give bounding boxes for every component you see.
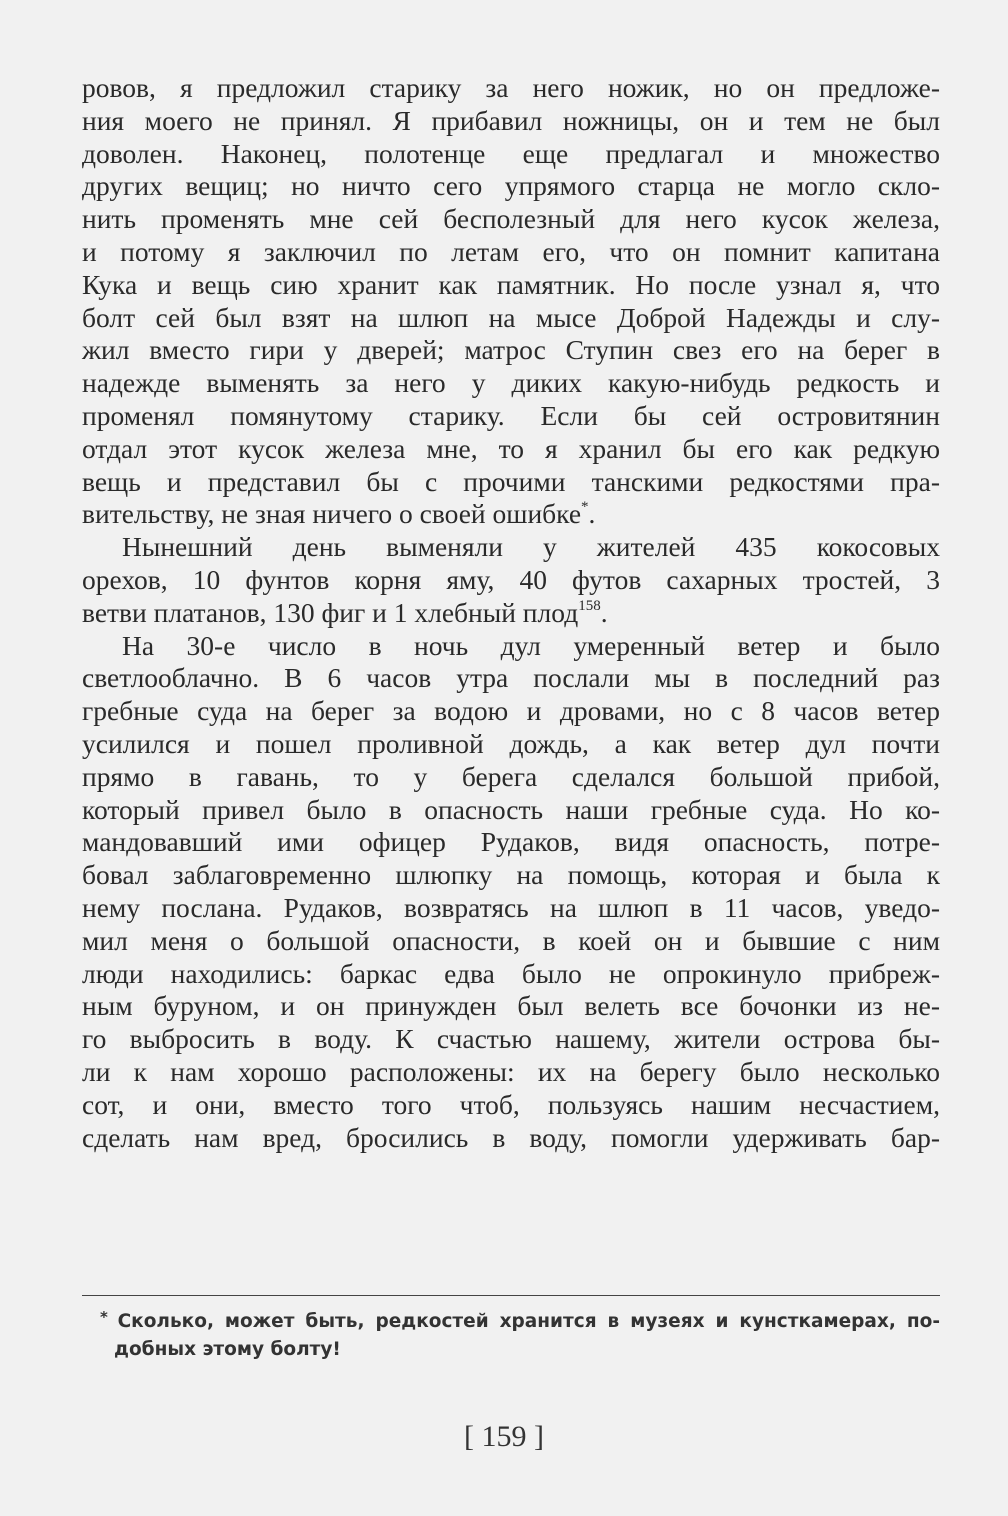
text-line: вительству, не зная ничего о своей ошибке*. <box>82 498 596 530</box>
text-line: ровов, я предложил старику за него ножик, но он предложе- <box>82 72 940 103</box>
text-line: вещь и представил бы с прочими танскими редкостями пра- <box>82 465 940 497</box>
text-line: жил вместо гири у дверей; матрос Ступин свез его на берег в <box>82 334 940 366</box>
text-line: нему послана. Рудаков, возвратясь на шлюп в 11 часов, уведо- <box>82 891 940 923</box>
text-line: Нынешний день выменяли у жителей 435 кокосовых <box>122 531 940 563</box>
paragraph <box>82 531 940 629</box>
text-line: других вещиц; но ничто сего упрямого старца не могло скло- <box>82 170 940 202</box>
text-line: люди находились: баркас едва было не опрокинуло прибреж- <box>82 957 940 989</box>
paragraph <box>82 72 940 531</box>
text-line: ветви платанов, 130 фиг и 1 хлебный плод$^{158}$. <box>82 596 608 628</box>
text-line: сот, и они, вместо того чтоб, пользуясь нашим несчастием, <box>82 1088 940 1120</box>
text-line: ным буруном, и он принужден был велеть все бочонки из не- <box>82 990 940 1022</box>
text-line: мандовавший ими офицер Рудаков, видя опасность, потре- <box>82 826 940 858</box>
paragraph <box>82 630 940 1155</box>
page-number: [ 159 ] <box>464 1420 544 1453</box>
body-text <box>82 72 940 1154</box>
note-reference: * <box>581 499 589 516</box>
text-line: го выбросить в воду. К счастью нашему, жители острова бы- <box>82 1023 940 1055</box>
text-line: и потому я заключил по летам его, что он помнит капитана <box>82 235 940 267</box>
text-line: ли к нам хорошо расположены: их на берегу было несколько <box>82 1055 940 1087</box>
text-line: светлооблачно. В 6 часов утра послали мы в последний раз <box>82 662 940 694</box>
footnote <box>100 1308 940 1364</box>
text-line: Кука и вещь сию хранит как памятник. Но после узнал я, что <box>82 268 940 300</box>
text-line: который привел было в опасность наши гребные суда. Но ко- <box>82 793 940 825</box>
text-line: прямо в гавань, то у берега сделался большой прибой, <box>82 760 940 792</box>
text-line: гребные суда на берег за водою и дровами, но с 8 часов ветер <box>82 695 940 727</box>
footnote-mark: * <box>100 1308 118 1326</box>
text-line: усилился и пошел проливной дождь, а как ветер дул почти <box>82 727 940 759</box>
text-line: мил меня о большой опасности, в коей он и бывшие с ним <box>82 924 940 956</box>
text-line: надежде выменять за него у диких какую-нибудь редкость и <box>82 367 940 399</box>
text-line: На 30-е число в ночь дул умеренный ветер и было <box>122 629 940 661</box>
text-line: променял помянутому старику. Если бы сей островитянин <box>82 399 940 431</box>
text-line: орехов, 10 фунтов корня яму, 40 футов сахарных тростей, 3 <box>82 563 940 595</box>
footnote-line: добных этому болту! <box>114 1339 341 1360</box>
footnote-divider <box>82 1295 940 1296</box>
text-line: доволен. Наконец, полотенце еще предлагал и множество <box>82 137 940 169</box>
text-line: болт сей был взят на шлюп на мысе Доброй Надежды и слу- <box>82 301 940 333</box>
text-line: сделать нам вред, бросились в воду, помогли удерживать бар- <box>82 1121 940 1153</box>
footnote-line: * Сколько, может быть, редкостей хранится в музеях и кунсткамерах, по- <box>100 1308 940 1332</box>
text-line: отдал этот кусок железа мне, то я хранил бы его как редкую <box>82 432 940 464</box>
text-line: нить променять мне сей бесполезный для него кусок железа, <box>82 203 940 235</box>
text-line: ния моего не принял. Я прибавил ножницы, он и тем не был <box>82 104 940 136</box>
note-reference: 158 <box>578 597 601 614</box>
text-line: бовал заблаговременно шлюпку на помощь, которая и была к <box>82 859 940 891</box>
